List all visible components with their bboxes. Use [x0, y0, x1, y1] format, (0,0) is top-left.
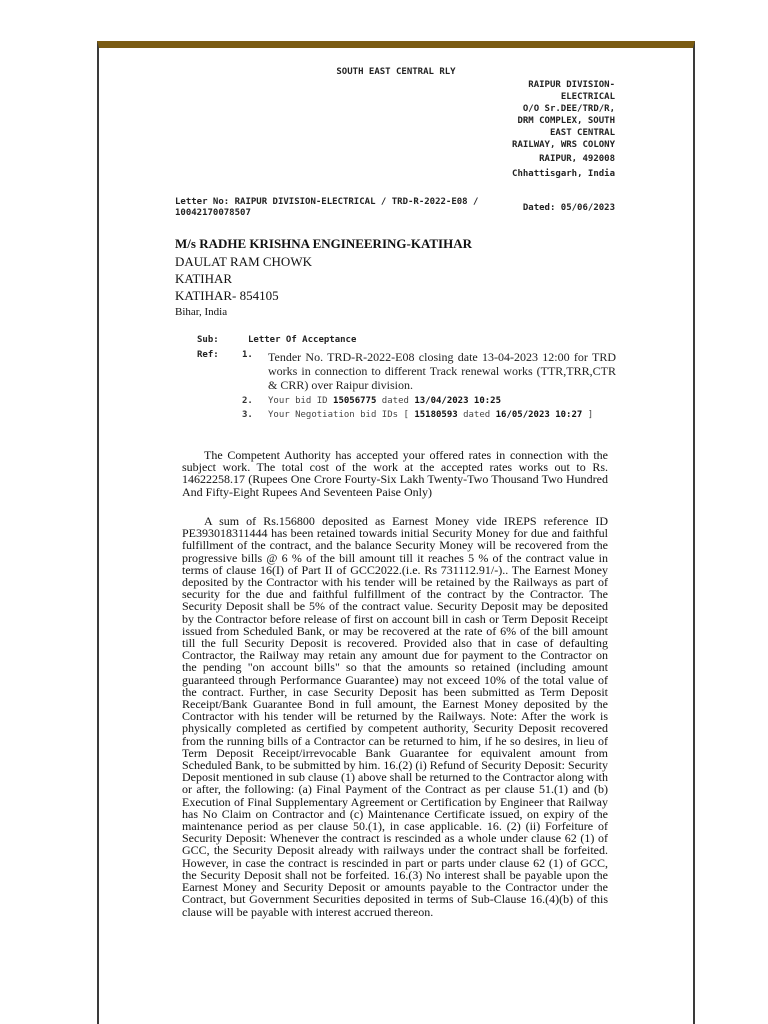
acceptance-paragraph: The Competent Authority has accepted your offered rates in connection with the subject work. The total cost of the work at the accepted rates works out to Rs. 14622258.17 (Rupees One Crore Fourty-Six Lakh Twenty-Two Thousand Two Hundred And Fifty-Eight Rupees And Seventeen Paise Only) [182, 448, 608, 499]
recipient-line: KATIHAR [175, 271, 233, 286]
address-line: ELECTRICAL [560, 92, 615, 102]
reference-number: 2. [242, 396, 253, 406]
address-line: DRM COMPLEX, SOUTH [517, 116, 615, 126]
bid-id-line: Your bid ID 15056775 dated 13/04/2023 10:25 [268, 396, 502, 406]
recipient-line: KATIHAR- 854105 [175, 288, 279, 303]
letter-number: Letter No: RAIPUR DIVISION-ELECTRICAL / TRD-R-2022-E08 / 10042170078507 [175, 197, 479, 218]
railway-name: SOUTH EAST CENTRAL RLY [336, 67, 456, 77]
address-line: O/O Sr.DEE/TRD/R, [522, 104, 615, 114]
security-deposit-paragraph: A sum of Rs.156800 deposited as Earnest Money vide IREPS reference ID PE393018311444 has been retained towards initial Security Money for due and faithful fulfillment of the contract, and the balance Security Money will be recovered from the progressive bills @ 6 % of the bill amount till it reaches 5 % of the contract value in terms of clause 16(I) of Part II of GCC2022.(i.e. Rs 731112.91/-).. The Earnest Money deposited by the Contractor with his tender will be retained by the Railways as part of security for the due and faithful fulfillment of the contract by the Contractor. The Security Deposit shall be 5% of the contract value. Security Deposit may be deposited by the Contractor before release of first on account bill in cash or Term Deposit Receipt issued from Scheduled Bank, or may be recovered at the rate of 6% of the bill amount till the full Security Deposit is recovered. Provided also that in case of defaulting Contractor, the Railway may retain any amount due for payment to the Contractor on the pending "on account bills" so that the amounts so retained (including amount guaranteed through Performance Guarantee) may not exceed 10% of the total value of the contract. Further, in case Security Deposit has been submitted as Term Deposit Receipt/Bank Guarantee Bond in full amount, the Earnest Money deposited by the Contractor with his tender will be returned by the Railways. Note: After the work is physically completed as certified by competent authority, Security Deposit recovered from the running bills of a Contractor can be returned to him, if he so desires, in lieu of Term Deposit Receipt/irrevocable Bank Guarantee for equivalent amount from Scheduled Bank, to be submitted by him. 16.(2) (i) Refund of Security Deposit: Security Deposit mentioned in sub clause (1) above shall be returned to the Contractor along with or after, the following: (a) Final Payment of the Contract as per clause 51.(1) and (b) Execution of Final Supplementary Agreement or Certification by Engineer that Railway has No Claim on Contractor and (c) Maintenance Certificate issued, on expiry of the maintenance period as per clause 50.(1), in case applicable. 16. (2) (ii) Forfeiture of Security Deposit: Whenever the contract is rescinded as a whole under clause 62 (1) of GCC, the Security Deposit already with railways under the contract shall be forfeited. However, in case the contract is rescinded in part or parts under clause 62 (1) of GCC, the Security Deposit shall not be forfeited. 16.(3) No interest shall be payable upon the Earnest Money and Security Deposit or amounts payable to the Contractor under the Contract, but Government Securities deposited in terms of Sub-Clause 16.(4)(b) of this clause will be payable with interest accrued thereon. [182, 514, 608, 919]
negotiation-bid-date: 16/05/2023 10:27 [495, 410, 583, 420]
recipient-firm: M/s RADHE KRISHNA ENGINEERING-KATIHAR [175, 236, 472, 251]
reference-number: 1. [242, 350, 253, 360]
address-line: EAST CENTRAL [549, 128, 615, 138]
recipient-block [175, 235, 472, 321]
negotiation-bid-id: 15180593 [414, 410, 458, 420]
subject-label: Sub: [197, 335, 219, 345]
reference-text: Tender No. TRD-R-2022-E08 closing date 13-04-2023 12:00 for TRD works in connection to different Track renewal works (TTR,TRR,CTR & CRR) over Raipur division. [268, 350, 616, 392]
office-address [475, 79, 615, 180]
letter-date: Dated: 05/06/2023 [522, 203, 615, 213]
negotiation-bid-line: Your Negotiation bid IDs [ 15180593 dated 16/05/2023 10:27 ] [268, 410, 594, 420]
recipient-country: Bihar, India [175, 306, 228, 318]
bid-date: 13/04/2023 10:25 [414, 396, 502, 406]
reference-number: 3. [242, 410, 253, 420]
address-line: RAIPUR DIVISION- [528, 80, 615, 90]
address-line: Chhattisgarh, India [512, 169, 615, 179]
address-line: RAIPUR, 492008 [539, 154, 615, 164]
recipient-line: DAULAT RAM CHOWK [175, 254, 312, 269]
address-line: RAILWAY, WRS COLONY [512, 140, 615, 150]
subject-text: Letter Of Acceptance [248, 335, 357, 345]
bid-id: 15056775 [333, 396, 377, 406]
reference-label: Ref: [197, 350, 219, 360]
subject-row [197, 335, 617, 349]
